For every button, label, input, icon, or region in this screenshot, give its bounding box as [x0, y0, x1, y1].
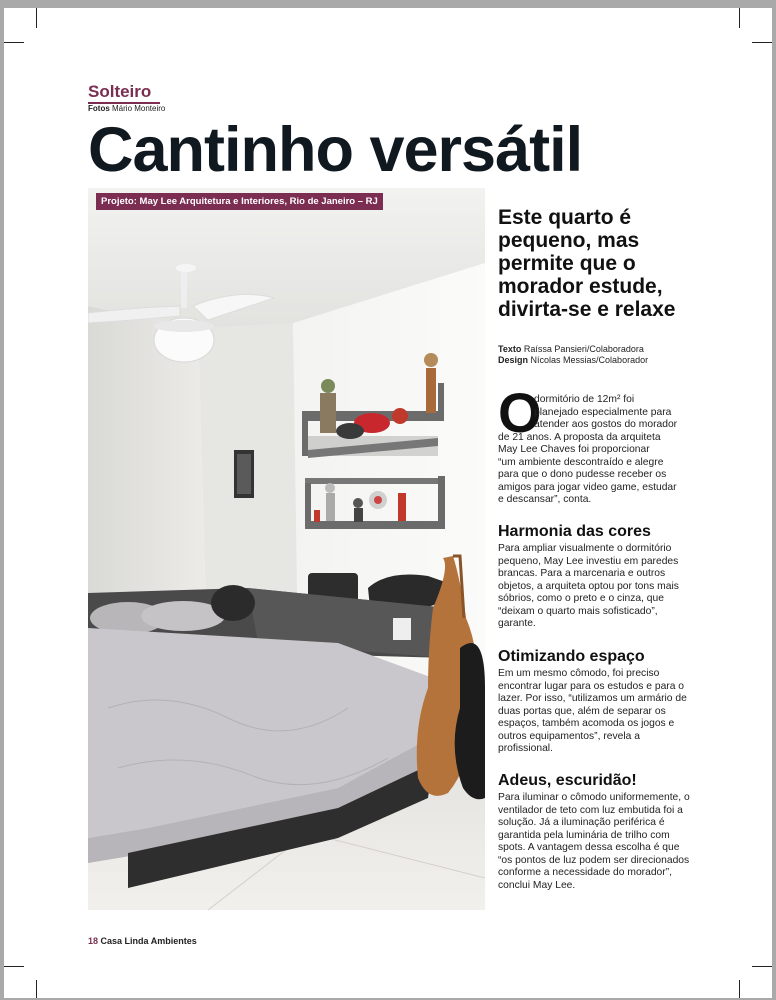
page-number: 18: [88, 936, 99, 946]
crop-mark: [752, 966, 772, 967]
section-label: Solteiro: [88, 82, 152, 101]
lead-text: Este quarto é pequeno, mas permite que o morador estude, divirta-se e relaxe: [498, 206, 676, 321]
crop-mark: [739, 980, 740, 998]
bedroom-photo: [88, 188, 485, 910]
crop-mark: [4, 966, 24, 967]
byline: Texto Raíssa Pansieri/Colaboradora Design Nícolas Messias/Colaborador: [498, 344, 649, 365]
photo-credit: Fotos Mário Monteiro: [88, 104, 166, 113]
body-paragraph: Para iluminar o cômodo uniformemente, o ventilador de teto com luz embutida foi a solução. Já a iluminação periférica é garantida pela luminária de trilho com spots. A vantagem dessa escolha é que “os pontos de luz podem ser direcionados conforme a necessidade do morador”, conclui May Lee.: [498, 792, 690, 891]
crop-mark: [739, 8, 740, 28]
publication-name: Casa Linda Ambientes: [100, 936, 197, 946]
project-credit-tag: Projeto: May Lee Arquitetura e Interiores, Rio de Janeiro – RJ: [96, 193, 383, 210]
crop-mark: [752, 42, 772, 43]
crop-mark: [36, 8, 37, 28]
page-footer: [88, 936, 197, 946]
intro-paragraph: dormitório de 12m² foi planejado especialmente para atender aos gostos do morador de 21 anos. A proposta da arquiteta May Lee Chaves foi proporcionar “um ambiente descontraído e alegre para que o dono pudesse receber os amigos para jogar video game, estudar e descansar”, conta.: [498, 394, 678, 505]
drop-cap: O: [498, 381, 542, 444]
subheading: Harmonia das cores: [498, 523, 651, 540]
subheading: Adeus, escuridão!: [498, 772, 637, 789]
page-title: Cantinho versátil: [88, 115, 583, 185]
crop-mark: [4, 42, 24, 43]
crop-mark: [36, 980, 37, 998]
body-paragraph: Para ampliar visualmente o dormitório pequeno, May Lee investiu em paredes brancas. Para a marcenaria e outros objetos, a arquiteta optou por tons mais sóbrios, como o preto e o cinza, que “deixam o quarto mais sofisticado”, garante.: [498, 543, 679, 629]
body-paragraph: Em um mesmo cômodo, foi preciso encontrar lugar para os estudos e para o lazer. Por isso, “utilizamos um armário de duas portas que, além de separar os espaços, também acomoda os jogos e outros equipamentos”, revela a profissional.: [498, 668, 687, 754]
subheading: Otimizando espaço: [498, 648, 645, 665]
magazine-page: [4, 8, 772, 998]
